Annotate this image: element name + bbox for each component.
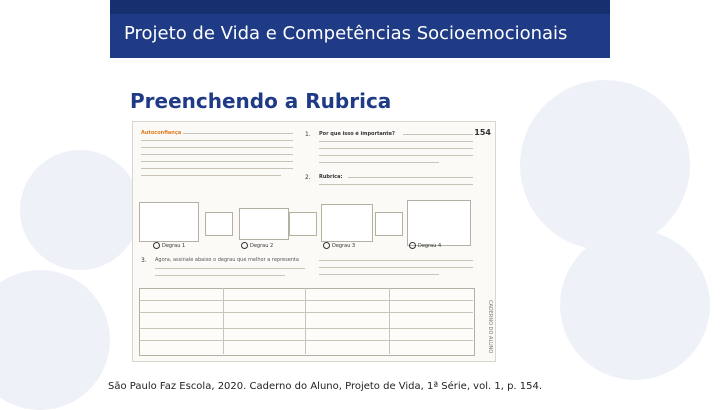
text-line <box>141 140 293 141</box>
text-line <box>141 161 293 162</box>
text-line <box>141 168 293 169</box>
text-line <box>141 175 281 176</box>
item-number: 1. <box>305 131 311 138</box>
text-line <box>155 275 285 276</box>
rubric-box <box>139 202 199 242</box>
rubric-box <box>375 212 403 236</box>
text-line <box>319 274 439 275</box>
table-divider <box>139 340 473 341</box>
item-number: 2. <box>305 174 311 181</box>
text-line <box>319 184 473 185</box>
item-text: Agora, assinale abaixo o degrau que melhor a representa <box>155 257 299 263</box>
side-label: CADERNO DO ALUNO <box>487 299 493 353</box>
text-line <box>319 267 473 268</box>
degree-option: Degrau 1 <box>153 242 185 249</box>
degree-option: Degrau 3 <box>323 242 355 249</box>
title-bar <box>110 0 610 58</box>
section-subtitle: Preenchendo a Rubrica <box>130 89 392 113</box>
rubric-box <box>407 200 471 246</box>
page-number: 154 <box>474 128 491 137</box>
application-table <box>139 288 475 356</box>
text-line <box>348 177 473 178</box>
text-line <box>319 155 473 156</box>
text-line <box>319 162 439 163</box>
background-circle <box>20 150 140 270</box>
table-divider <box>139 328 473 329</box>
background-circle <box>560 230 710 380</box>
source-caption: São Paulo Faz Escola, 2020. Caderno do Aluno, Projeto de Vida, 1ª Série, vol. 1, p. 154. <box>108 381 543 392</box>
rubric-box <box>321 204 373 242</box>
rubric-box <box>239 208 289 240</box>
table-divider <box>139 312 473 313</box>
text-line <box>155 268 305 269</box>
background-circle <box>520 80 690 250</box>
table-divider <box>139 300 473 301</box>
text-line <box>141 154 293 155</box>
item-heading: Rubrica: <box>319 174 343 180</box>
text-line <box>319 148 473 149</box>
text-line <box>141 147 293 148</box>
table-divider <box>305 288 306 354</box>
item-heading: Por que isso é importante? <box>319 131 395 137</box>
text-line <box>319 141 473 142</box>
degree-option: Degrau 4 <box>409 242 441 249</box>
rubric-box <box>289 212 317 236</box>
table-divider <box>223 288 224 354</box>
background-circle <box>0 270 110 410</box>
text-line <box>403 134 473 135</box>
item-number: 3. <box>141 257 147 264</box>
intro-heading: Autoconfiança <box>141 130 182 136</box>
slide-title: Projeto de Vida e Competências Socioemocionais <box>124 23 568 44</box>
degree-option: Degrau 2 <box>241 242 273 249</box>
rubric-box <box>205 212 233 236</box>
workbook-page-image <box>132 121 496 362</box>
text-line <box>319 260 473 261</box>
text-line <box>183 133 293 134</box>
table-divider <box>389 288 390 354</box>
